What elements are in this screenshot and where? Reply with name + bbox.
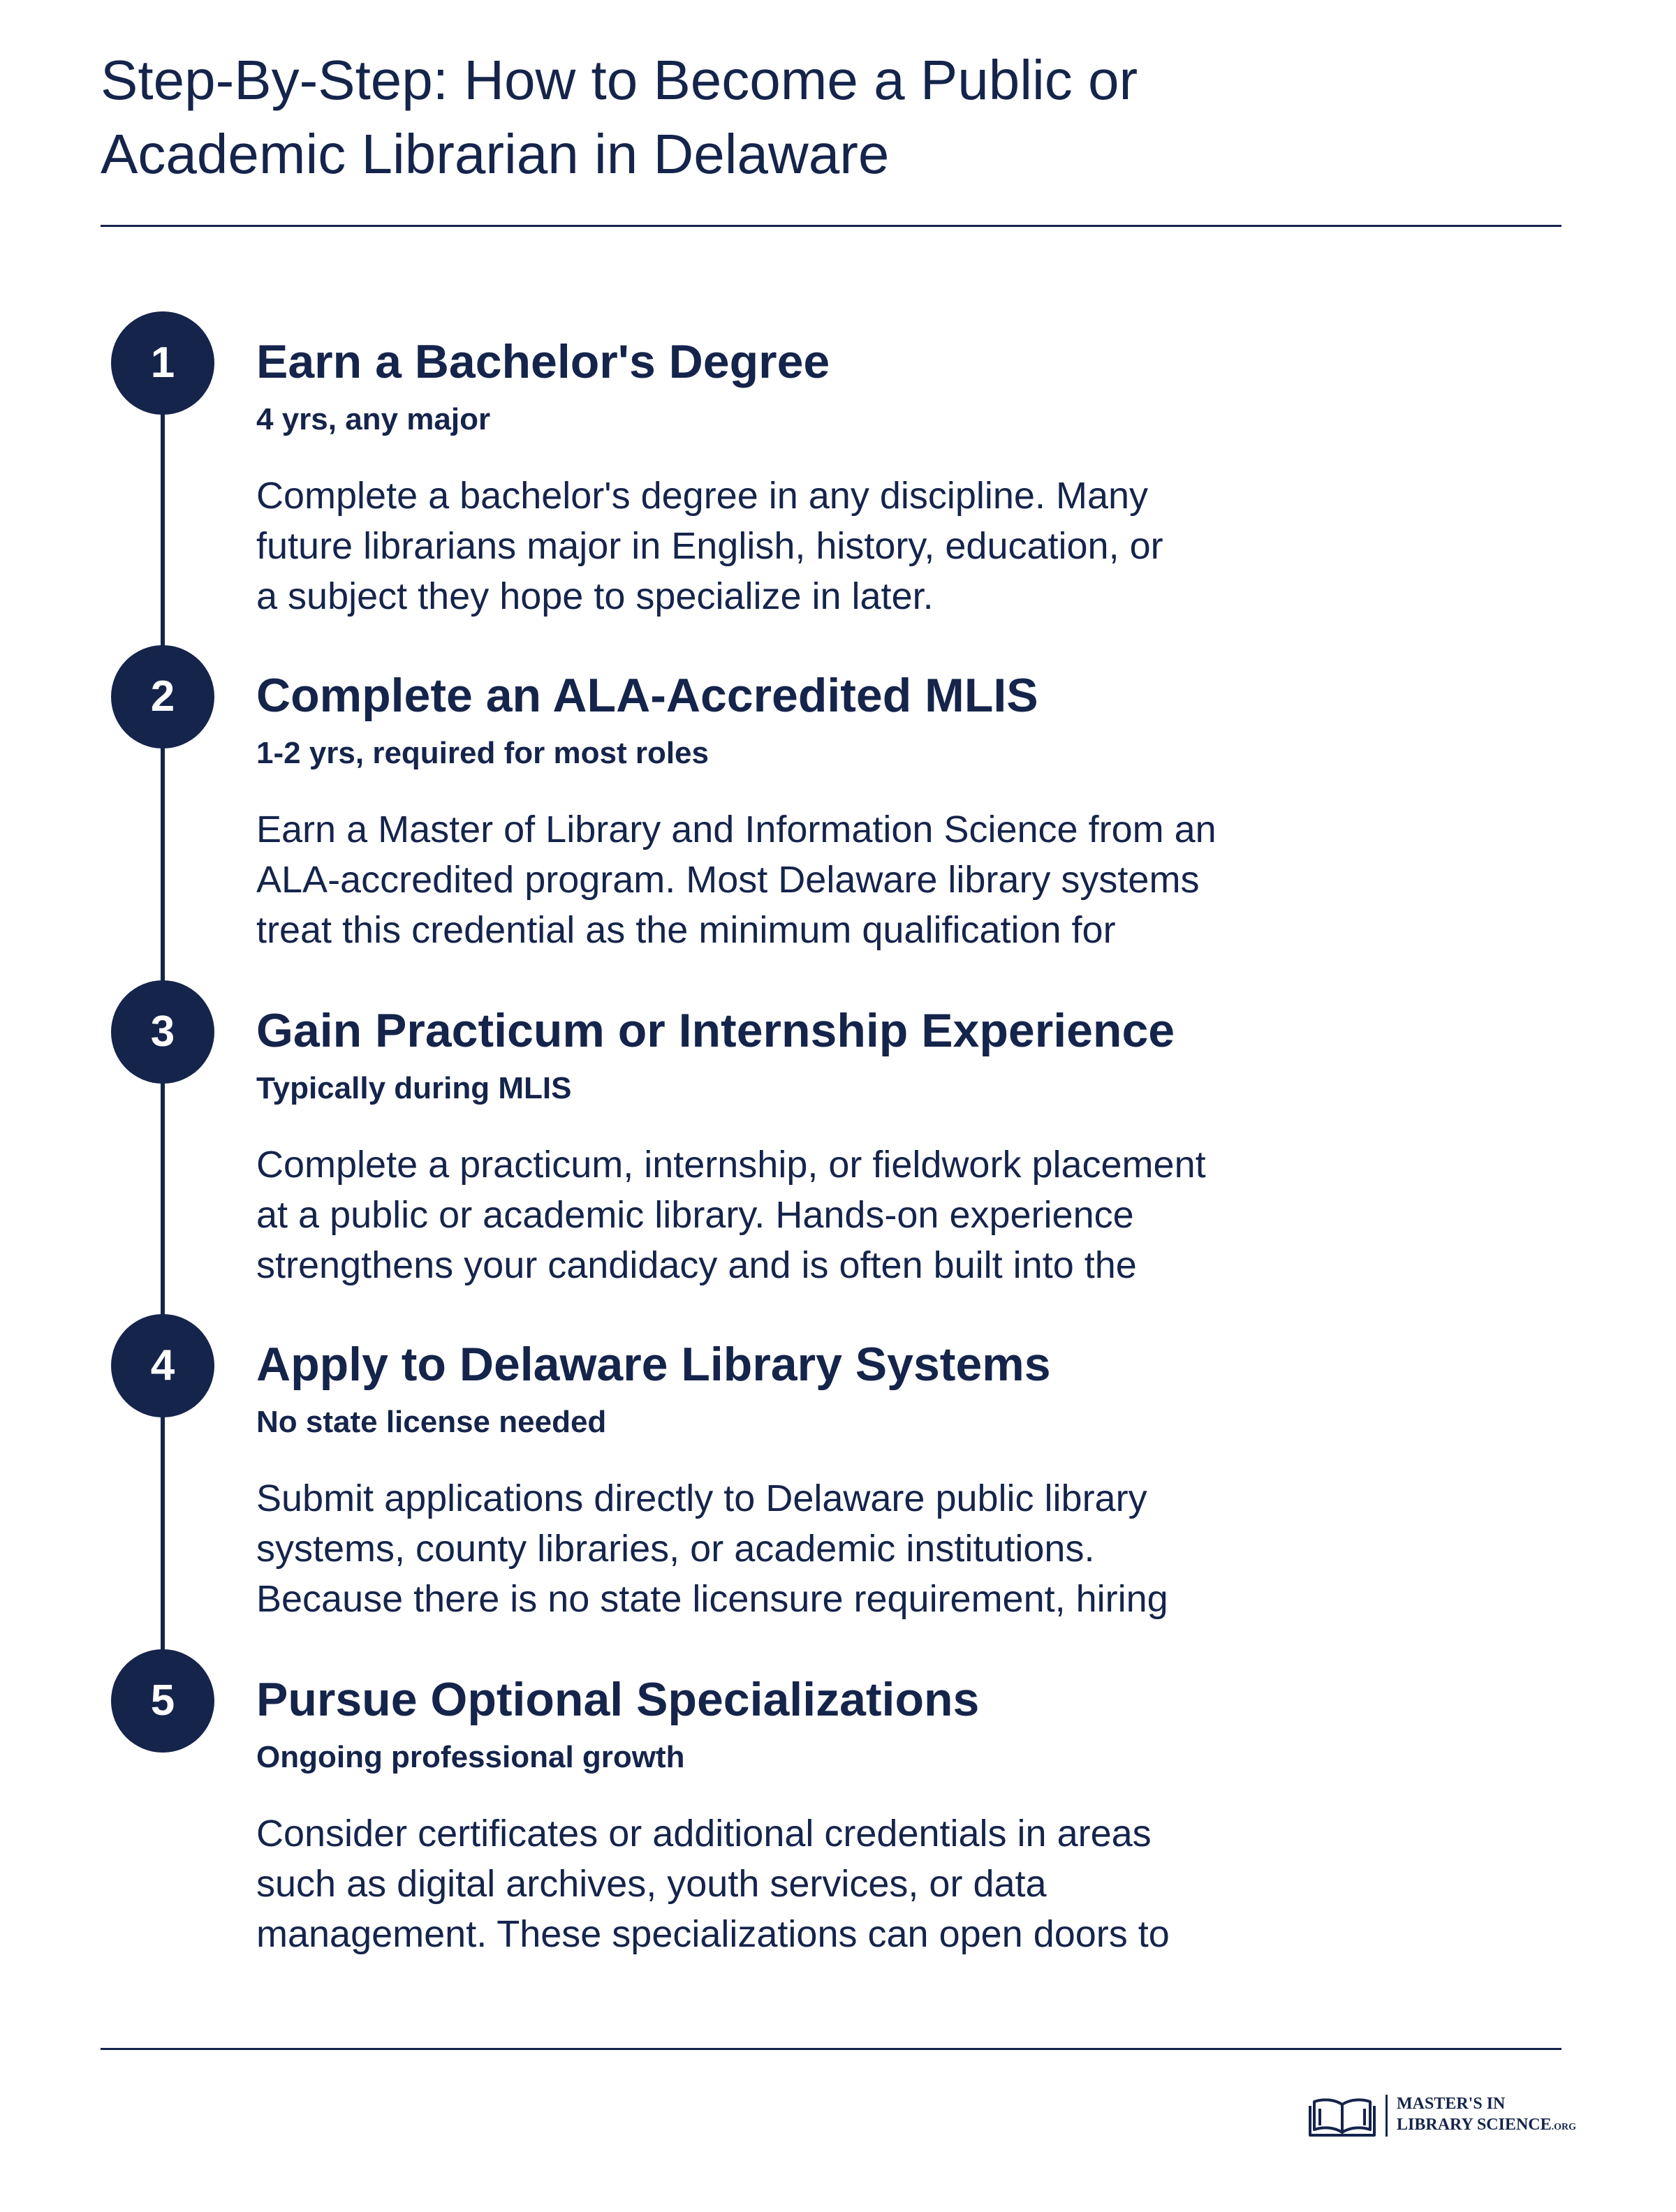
step-description-line: at a public or academic library. Hands-on experience bbox=[256, 1194, 1134, 1236]
step-number-badge: 4 bbox=[111, 1314, 214, 1417]
step-description-line: Submit applications directly to Delaware public library bbox=[256, 1477, 1147, 1519]
step-description-line: Complete a practicum, internship, or fieldwork placement bbox=[256, 1144, 1206, 1186]
step-2 bbox=[0, 645, 1676, 973]
site-logo bbox=[1307, 2091, 1577, 2146]
step-description bbox=[256, 1808, 1304, 1959]
step-title: Apply to Delaware Library Systems bbox=[256, 1338, 1051, 1391]
step-5 bbox=[0, 1649, 1676, 1977]
page-title-line-1: Step-By-Step: How to Become a Public or bbox=[101, 49, 1138, 111]
step-description bbox=[256, 1473, 1304, 1624]
step-description-line: such as digital archives, youth services, or data bbox=[256, 1863, 1047, 1905]
step-description-line: Consider certificates or additional credentials in areas bbox=[256, 1813, 1152, 1855]
step-duration: Ongoing professional growth bbox=[256, 1740, 685, 1774]
step-description-line: strengthens your candidacy and is often built into the bbox=[256, 1244, 1137, 1286]
open-book-icon bbox=[1307, 2095, 1377, 2138]
step-title: Gain Practicum or Internship Experience bbox=[256, 1004, 1175, 1057]
step-number-badge: 2 bbox=[111, 645, 214, 749]
step-description bbox=[256, 471, 1304, 621]
step-1 bbox=[0, 311, 1676, 640]
step-4 bbox=[0, 1314, 1676, 1642]
page-title bbox=[101, 43, 1427, 191]
logo-line-1: MASTER'S IN bbox=[1397, 2095, 1506, 2113]
step-description-line: management. These specializations can open doors to bbox=[256, 1913, 1170, 1955]
step-number-badge: 1 bbox=[111, 311, 214, 415]
top-divider bbox=[101, 225, 1561, 227]
bottom-divider bbox=[101, 2048, 1561, 2050]
step-3 bbox=[0, 980, 1676, 1308]
logo-suffix: .ORG bbox=[1551, 2122, 1577, 2132]
step-description-line: ALA-accredited program. Most Delaware library systems bbox=[256, 859, 1200, 901]
logo-divider bbox=[1385, 2095, 1388, 2137]
step-description-line: systems, county libraries, or academic institutions. bbox=[256, 1528, 1095, 1570]
step-description bbox=[256, 1140, 1304, 1290]
step-description-line: Complete a bachelor's degree in any discipline. Many bbox=[256, 475, 1149, 517]
step-duration: 1-2 yrs, required for most roles bbox=[256, 736, 709, 770]
logo-line-2: LIBRARY SCIENCE bbox=[1397, 2116, 1552, 2134]
logo-wordmark bbox=[1397, 2093, 1576, 2138]
step-description-line: future librarians major in English, history, education, or bbox=[256, 525, 1163, 567]
step-duration: 4 yrs, any major bbox=[256, 402, 491, 436]
step-number-badge: 5 bbox=[111, 1649, 214, 1753]
step-title: Earn a Bachelor's Degree bbox=[256, 335, 830, 388]
step-description-line: Because there is no state licensure requirement, hiring bbox=[256, 1578, 1168, 1620]
step-title: Pursue Optional Specializations bbox=[256, 1673, 980, 1726]
step-description-line: a subject they hope to specialize in later. bbox=[256, 575, 934, 617]
step-number-badge: 3 bbox=[111, 980, 214, 1084]
page-title-line-2: Academic Librarian in Delaware bbox=[101, 123, 890, 185]
step-duration: Typically during MLIS bbox=[256, 1071, 572, 1105]
step-duration: No state license needed bbox=[256, 1405, 607, 1439]
step-description-line: treat this credential as the minimum qualification for bbox=[256, 909, 1116, 951]
step-description-line: Earn a Master of Library and Information Science from an bbox=[256, 809, 1216, 850]
step-title: Complete an ALA-Accredited MLIS bbox=[256, 669, 1038, 722]
step-description bbox=[256, 804, 1304, 955]
